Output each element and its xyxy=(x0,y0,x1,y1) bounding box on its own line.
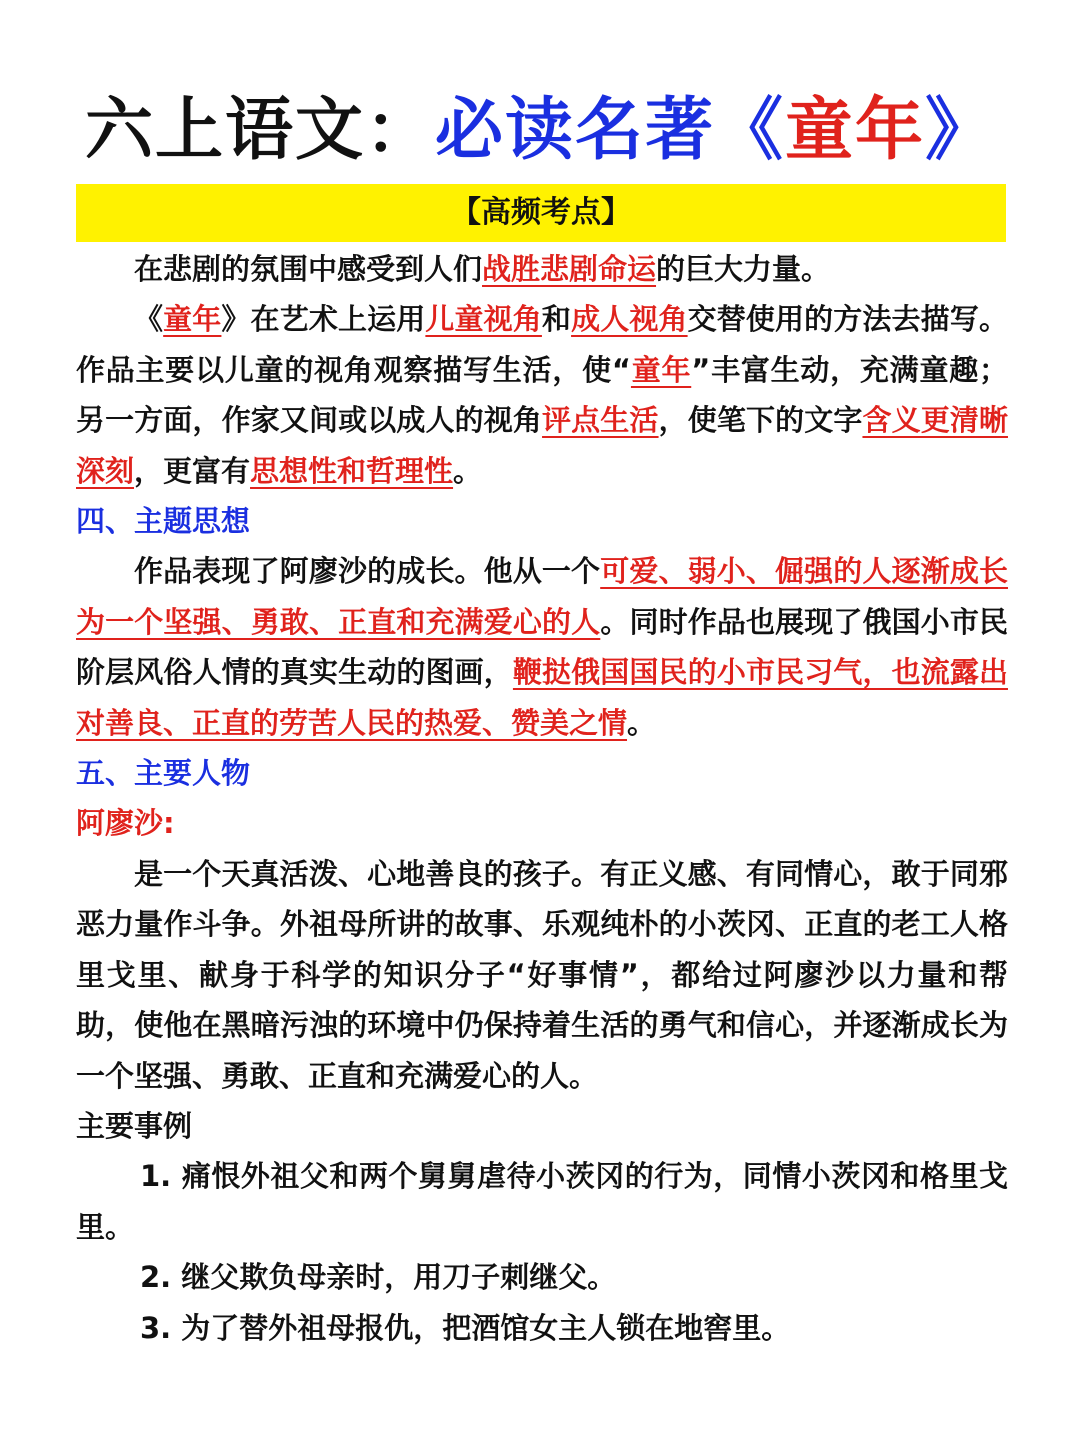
document-body xyxy=(76,244,1008,1353)
page-title xyxy=(0,86,1080,176)
text-span: 和 xyxy=(541,302,572,337)
event-item-3: 3. 为了替外祖母报仇，把酒馆女主人锁在地窖里。 xyxy=(140,1310,791,1345)
text-span: 。 xyxy=(627,705,657,740)
title-book-name: 童年 xyxy=(785,91,926,170)
text-span: 在悲剧的氛围中感受到人们 xyxy=(134,252,483,286)
highlight-span: 成人视角 xyxy=(571,302,688,337)
highlight-span: 童年 xyxy=(630,352,692,387)
highlight-span: 可爱、弱小、倔强的人逐渐成长为一个坚强、勇敢、正直和充满爱心的人 xyxy=(76,554,1008,639)
highlight-span: 评点生活 xyxy=(542,403,659,438)
character-description: 是一个天真活泼、心地善良的孩子。有正义感、有同情心，敢于同邪恶力量作斗争。外祖母所讲的故事、乐观纯朴的小茨冈、正直的老工人格里戈里、献身于科学的知识分子“好事情”，都给过阿廖沙以力量和帮助，使他在黑暗污浊的环境中仍保持着生活的勇气和信心，并逐渐成长为一个坚强、勇敢、正直和充满爱心的人。 xyxy=(76,856,1008,1093)
text-span: ，更富有 xyxy=(134,453,251,488)
text-span: 交替使用的方法去描写。作品主要以儿童的视角观察描写生活，使“ xyxy=(76,302,1008,387)
text-span: ，使笔下的文字 xyxy=(658,403,863,438)
highlight-span: 战胜悲剧命运 xyxy=(482,252,657,286)
section-heading-theme: 四、主题思想 xyxy=(76,504,251,539)
section-heading-characters: 五、主要人物 xyxy=(76,756,251,791)
text-span: 作品表现了阿廖沙的成长。他从一个 xyxy=(134,554,601,589)
text-span: 的巨大力量。 xyxy=(656,252,831,286)
title-subject: 六上语文： xyxy=(84,91,435,170)
highlight-span: 儿童视角 xyxy=(425,302,542,337)
highlight-span: 思想性和哲理性 xyxy=(250,453,454,488)
event-item-2: 2. 继父欺负母亲时，用刀子刺继父。 xyxy=(140,1260,617,1295)
paragraph-art-perspective xyxy=(76,294,1008,496)
text-span: 。同时作品也展现了俄国小市民阶层风俗人情的真实生动的图画， xyxy=(76,604,1008,690)
paragraph-tragedy xyxy=(76,244,1008,294)
event-item-1: 1. 痛恨外祖父和两个舅舅虐待小茨冈的行为，同情小茨冈和格里戈里。 xyxy=(76,1159,1008,1244)
highlight-span: 含义更清晰深刻 xyxy=(76,403,1008,488)
title-close-bracket: 》 xyxy=(925,91,996,170)
text-span: 。 xyxy=(453,453,483,488)
highlight-span: 童年 xyxy=(163,302,222,337)
key-points-banner: 【高频考点】 xyxy=(76,184,1006,242)
title-must-read: 必读名著《 xyxy=(434,91,785,170)
text-span: 《 xyxy=(134,302,164,337)
paragraph-theme xyxy=(76,546,1008,748)
character-name: 阿廖沙: xyxy=(76,806,175,841)
text-span: 》在艺术上运用 xyxy=(221,302,426,337)
events-label: 主要事例 xyxy=(76,1108,193,1143)
text-span: ”丰富生动，充满童趣；另一方面，作家又间或以成人的视角 xyxy=(76,352,1008,438)
highlight-span: 鞭挞俄国国民的小市民习气，也流露出对善良、正直的劳苦人民的热爱、赞美之情 xyxy=(76,655,1008,740)
